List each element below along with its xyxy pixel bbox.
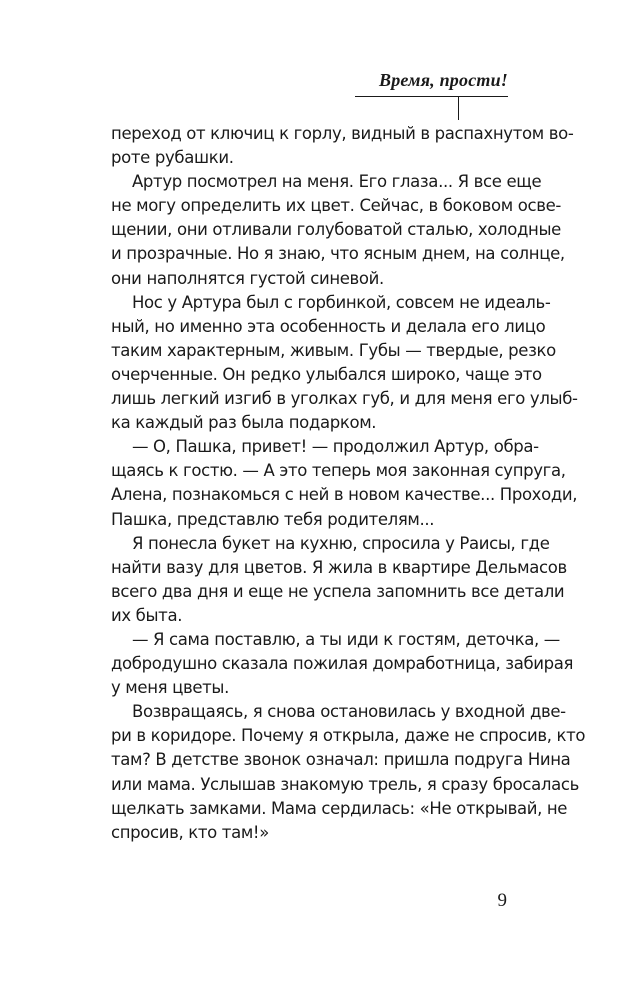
paragraph xyxy=(111,435,578,531)
header-rule xyxy=(355,96,508,97)
text-line: не могу определить их цвет. Сейчас, в боковом осве- xyxy=(111,196,562,216)
text-line: щаясь к гостю. — А это теперь моя законная супруга, xyxy=(111,461,566,481)
text-line: Алена, познакомься с ней в новом качестве... Проходи, xyxy=(111,485,578,505)
paragraph xyxy=(111,532,567,628)
paragraph xyxy=(111,122,574,170)
text-line: всего два дня и еще не успела запомнить все детали xyxy=(111,581,565,601)
text-line: — Я сама поставлю, а ты иди к гостям, деточка, — xyxy=(132,629,560,649)
text-line: у меня цветы. xyxy=(111,678,230,698)
paragraph xyxy=(111,700,586,845)
paragraph xyxy=(111,291,578,436)
text-line: очерченные. Он редко улыбался широко, чаще это xyxy=(111,364,542,384)
text-line: спросив, кто там!» xyxy=(111,822,269,842)
text-line: они наполнятся густой синевой. xyxy=(111,268,384,288)
body-text xyxy=(111,122,586,845)
text-line: щении, они отливали голубоватой сталью, холодные xyxy=(111,220,561,240)
text-line: — О, Пашка, привет! — продолжил Артур, обра- xyxy=(132,437,539,457)
text-line: таким характерным, живым. Губы — твердые, резко xyxy=(111,340,556,360)
text-line: ка каждый раз была подарком. xyxy=(111,413,377,433)
text-line: найти вазу для цветов. Я жила в квартире Дельмасов xyxy=(111,557,567,577)
text-line: ри в коридоре. Почему я открыла, даже не спросив, кто xyxy=(111,726,586,746)
text-line: там? В детстве звонок означал: пришла подруга Нина xyxy=(111,750,571,770)
text-line: и прозрачные. Но я знаю, что ясным днем, на солнце, xyxy=(111,244,565,264)
page-number: 9 xyxy=(497,890,507,911)
text-line: или мама. Услышав знакомую трель, я сразу бросалась xyxy=(111,774,579,794)
text-line: их быта. xyxy=(111,605,183,625)
text-line: Нос у Артура был с горбинкой, совсем не идеаль- xyxy=(132,292,551,312)
text-line: Я понесла букет на кухню, спросила у Раисы, где xyxy=(132,533,550,553)
text-line: добродушно сказала пожилая домработница, забирая xyxy=(111,654,574,674)
header-tick-mark xyxy=(458,96,459,120)
text-line: Возвращаясь, я снова остановилась у входной две- xyxy=(132,702,566,722)
text-line: роте рубашки. xyxy=(111,148,234,168)
text-line: Артур посмотрел на меня. Его глаза... Я все еще xyxy=(132,172,542,192)
paragraph xyxy=(111,170,565,290)
text-line: лишь легкий изгиб в уголках губ, и для меня его улыб- xyxy=(111,389,578,409)
text-line: переход от ключиц к горлу, видный в распахнутом во- xyxy=(111,124,574,143)
text-line: Пашка, представлю тебя родителям... xyxy=(111,509,435,529)
text-line: щелкать замками. Мама сердилась: «Не открывай, не xyxy=(111,798,568,818)
text-line: ный, но именно эта особенность и делала его лицо xyxy=(111,316,546,336)
paragraph xyxy=(111,628,574,700)
running-title: Время, прости! xyxy=(379,70,508,90)
